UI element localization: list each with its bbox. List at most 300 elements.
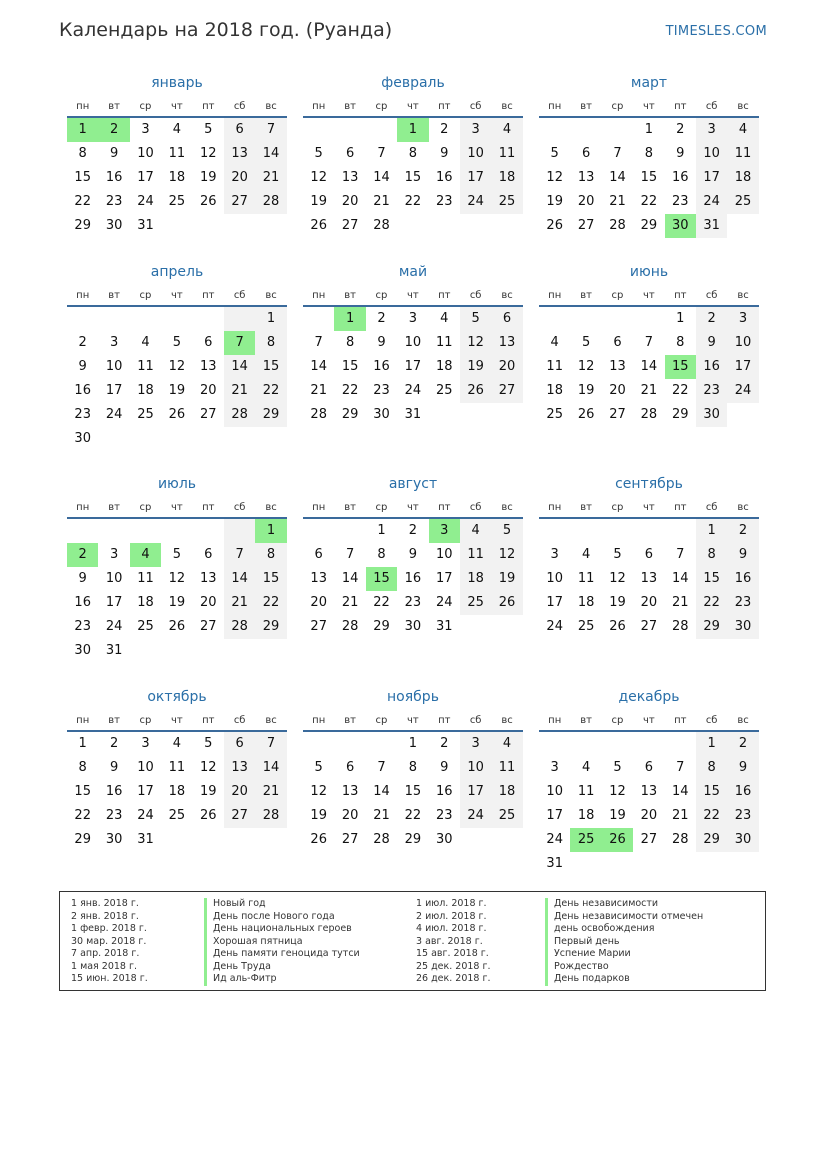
day-cell: 4 xyxy=(550,335,559,350)
weekday-header: вс xyxy=(491,97,522,118)
empty-cell xyxy=(602,852,633,876)
empty-cell xyxy=(633,852,664,876)
weekday-header: ср xyxy=(602,498,633,519)
day-cell: 11 xyxy=(491,142,522,166)
day-cell: 26 xyxy=(609,619,626,634)
empty-cell xyxy=(366,118,397,142)
day-cell: 22 xyxy=(74,194,91,209)
empty-cell xyxy=(130,519,161,543)
day-cell: 8 xyxy=(408,760,417,775)
month-11 xyxy=(303,687,523,852)
month-grid xyxy=(303,707,523,852)
empty-cell xyxy=(539,732,570,756)
day-cell: 26 xyxy=(546,218,563,233)
day-cell: 9 xyxy=(78,571,87,586)
empty-cell xyxy=(602,519,633,543)
holiday-day-cell: 1 xyxy=(255,519,286,543)
day-cell: 26 xyxy=(310,832,327,847)
day-cell: 4 xyxy=(460,519,491,543)
day-cell: 7 xyxy=(377,760,386,775)
day-cell: 5 xyxy=(172,547,181,562)
day-cell: 25 xyxy=(460,591,491,615)
weekday-header: сб xyxy=(224,286,255,307)
day-cell: 29 xyxy=(341,407,359,422)
day-cell: 28 xyxy=(255,804,286,828)
day-cell: 25 xyxy=(137,619,154,634)
empty-cell xyxy=(665,852,696,876)
legend-holiday-name: Первый день xyxy=(545,936,703,949)
day-cell: 6 xyxy=(345,760,355,775)
holiday-day-cell: 26 xyxy=(602,828,633,852)
page-title: Календарь на 2018 год. (Руанда) xyxy=(59,19,393,41)
month-8 xyxy=(303,474,523,639)
day-cell: 13 xyxy=(640,784,658,799)
weekday-header: вс xyxy=(255,711,286,732)
day-cell: 18 xyxy=(460,567,491,591)
day-cell: 18 xyxy=(727,166,758,190)
empty-cell xyxy=(303,307,334,331)
day-cell: 15 xyxy=(74,784,91,799)
empty-cell xyxy=(570,852,601,876)
day-cell: 9 xyxy=(440,146,449,161)
day-cell: 2 xyxy=(440,736,449,751)
day-cell: 2 xyxy=(676,122,685,137)
weekday-header: вс xyxy=(727,97,758,118)
day-cell: 16 xyxy=(435,784,453,799)
day-cell: 12 xyxy=(577,359,595,374)
month-1 xyxy=(67,73,287,238)
weekday-header: чт xyxy=(161,711,192,732)
day-cell: 25 xyxy=(435,383,453,398)
empty-cell xyxy=(665,732,696,756)
day-cell: 22 xyxy=(640,194,658,209)
empty-cell xyxy=(633,519,664,543)
empty-cell xyxy=(539,307,570,331)
day-cell: 26 xyxy=(199,808,217,823)
day-cell: 8 xyxy=(255,543,286,567)
day-cell: 3 xyxy=(550,760,559,775)
weekday-header: пт xyxy=(429,286,460,307)
empty-cell xyxy=(491,615,522,639)
weekday-header: ср xyxy=(602,97,633,118)
day-cell: 31 xyxy=(105,643,123,658)
day-cell: 2 xyxy=(727,519,758,543)
weekday-header: вт xyxy=(98,97,129,118)
day-cell: 21 xyxy=(373,194,390,209)
day-cell: 7 xyxy=(676,760,685,775)
weekday-header: сб xyxy=(696,286,727,307)
day-cell: 1 xyxy=(377,523,386,538)
day-cell: 13 xyxy=(199,359,217,374)
month-grid xyxy=(539,707,759,876)
day-cell: 4 xyxy=(491,732,522,756)
day-cell: 29 xyxy=(640,218,658,233)
day-cell: 16 xyxy=(727,567,758,591)
day-cell: 18 xyxy=(546,383,563,398)
day-cell: 23 xyxy=(696,379,727,403)
day-cell: 30 xyxy=(727,828,758,852)
month-grid xyxy=(67,707,287,852)
day-cell: 26 xyxy=(491,591,522,615)
legend-holiday-name: День независимости отмечен xyxy=(545,911,703,924)
weekday-header: сб xyxy=(224,498,255,519)
day-cell: 3 xyxy=(460,118,491,142)
month-name: июль xyxy=(157,476,197,492)
day-cell: 13 xyxy=(310,571,327,586)
weekday-header: пн xyxy=(539,97,570,118)
day-cell: 15 xyxy=(255,567,286,591)
month-4 xyxy=(67,262,287,451)
holiday-day-cell: 7 xyxy=(224,331,255,355)
day-cell: 26 xyxy=(199,194,217,209)
weekday-header: вт xyxy=(98,498,129,519)
day-cell: 18 xyxy=(491,166,522,190)
holiday-day-cell: 2 xyxy=(67,543,98,567)
weekday-header: пт xyxy=(665,286,696,307)
day-cell: 8 xyxy=(408,146,417,161)
day-cell: 2 xyxy=(377,311,386,326)
month-7 xyxy=(67,474,287,663)
legend-names-right xyxy=(545,898,703,986)
day-cell: 7 xyxy=(676,547,685,562)
day-cell: 20 xyxy=(609,383,626,398)
month-grid xyxy=(539,494,759,639)
day-cell: 27 xyxy=(310,619,327,634)
day-cell: 19 xyxy=(199,784,217,799)
day-cell: 13 xyxy=(640,571,658,586)
empty-cell xyxy=(224,519,255,543)
day-cell: 1 xyxy=(408,736,417,751)
day-cell: 6 xyxy=(224,118,255,142)
weekday-header: чт xyxy=(397,286,428,307)
day-cell: 6 xyxy=(314,547,323,562)
day-cell: 1 xyxy=(255,307,286,331)
empty-cell xyxy=(491,403,522,427)
weekday-header: ср xyxy=(130,286,161,307)
day-cell: 14 xyxy=(640,359,658,374)
weekday-header: пт xyxy=(665,97,696,118)
day-cell: 1 xyxy=(696,519,727,543)
month-12 xyxy=(539,687,759,876)
legend-holiday-name: Рождество xyxy=(545,961,703,974)
day-cell: 1 xyxy=(676,311,685,326)
weekday-header: чт xyxy=(633,286,664,307)
weekday-header: пн xyxy=(303,711,334,732)
day-cell: 25 xyxy=(491,190,522,214)
day-cell: 24 xyxy=(105,407,123,422)
day-cell: 23 xyxy=(404,595,422,610)
weekday-header: пт xyxy=(665,498,696,519)
day-cell: 21 xyxy=(373,808,390,823)
day-cell: 8 xyxy=(696,756,727,780)
empty-cell xyxy=(429,214,460,238)
month-name: апрель xyxy=(150,264,204,280)
day-cell: 23 xyxy=(105,194,123,209)
empty-cell xyxy=(633,732,664,756)
legend-holiday-name: Новый год xyxy=(204,898,360,911)
weekday-header: пт xyxy=(429,711,460,732)
holiday-day-cell: 4 xyxy=(130,543,161,567)
month-grid xyxy=(303,93,523,238)
month-grid xyxy=(539,282,759,427)
day-cell: 24 xyxy=(435,595,453,610)
empty-cell xyxy=(334,519,365,543)
day-cell: 24 xyxy=(460,190,491,214)
month-6 xyxy=(539,262,759,427)
day-cell: 3 xyxy=(109,335,119,350)
day-cell: 16 xyxy=(435,170,453,185)
day-cell: 22 xyxy=(671,383,689,398)
day-cell: 13 xyxy=(577,170,595,185)
day-cell: 27 xyxy=(640,619,658,634)
weekday-header: вс xyxy=(727,498,758,519)
month-grid xyxy=(67,282,287,451)
day-cell: 7 xyxy=(314,335,323,350)
weekday-header: пн xyxy=(67,711,98,732)
day-cell: 2 xyxy=(78,335,87,350)
day-cell: 9 xyxy=(696,331,727,355)
day-cell: 5 xyxy=(491,519,522,543)
day-cell: 16 xyxy=(105,170,123,185)
day-cell: 24 xyxy=(546,619,563,634)
day-cell: 28 xyxy=(255,190,286,214)
empty-cell xyxy=(161,828,192,852)
day-cell: 14 xyxy=(609,170,626,185)
legend-date: 30 мар. 2018 г. xyxy=(71,935,147,947)
holiday-day-cell: 2 xyxy=(98,118,129,142)
day-cell: 5 xyxy=(460,307,491,331)
day-cell: 17 xyxy=(546,808,563,823)
weekday-header: сб xyxy=(224,711,255,732)
legend-holiday-name: День памяти геноцида тутси xyxy=(204,948,360,961)
day-cell: 19 xyxy=(168,595,186,610)
day-cell: 7 xyxy=(255,732,286,756)
day-cell: 27 xyxy=(491,379,522,403)
day-cell: 22 xyxy=(404,808,422,823)
day-cell: 19 xyxy=(199,170,217,185)
empty-cell xyxy=(67,307,98,331)
empty-cell xyxy=(224,639,255,663)
day-cell: 22 xyxy=(373,595,390,610)
day-cell: 21 xyxy=(609,194,626,209)
day-cell: 12 xyxy=(609,571,626,586)
weekday-header: пн xyxy=(303,498,334,519)
day-cell: 24 xyxy=(404,383,422,398)
weekday-header: ср xyxy=(366,498,397,519)
day-cell: 4 xyxy=(491,118,522,142)
day-cell: 24 xyxy=(137,194,154,209)
weekday-header: вс xyxy=(727,711,758,732)
day-cell: 13 xyxy=(224,756,255,780)
day-cell: 3 xyxy=(141,736,150,751)
day-cell: 14 xyxy=(224,567,255,591)
day-cell: 21 xyxy=(671,808,689,823)
day-cell: 16 xyxy=(105,784,123,799)
day-cell: 1 xyxy=(696,732,727,756)
empty-cell xyxy=(193,214,224,238)
day-cell: 6 xyxy=(491,307,522,331)
day-cell: 21 xyxy=(255,166,286,190)
day-cell: 9 xyxy=(408,547,417,562)
weekday-header: пн xyxy=(539,286,570,307)
day-cell: 30 xyxy=(105,832,123,847)
weekday-header: чт xyxy=(633,97,664,118)
month-grid xyxy=(303,282,523,427)
day-cell: 14 xyxy=(341,571,359,586)
legend-date: 3 авг. 2018 г. xyxy=(416,935,483,947)
day-cell: 10 xyxy=(404,335,422,350)
day-cell: 14 xyxy=(373,170,390,185)
day-cell: 6 xyxy=(644,547,653,562)
day-cell: 19 xyxy=(491,567,522,591)
brand-link[interactable]: TIMESLES.COM xyxy=(665,24,767,39)
holiday-day-cell: 15 xyxy=(665,355,696,379)
empty-cell xyxy=(193,828,224,852)
day-cell: 27 xyxy=(199,407,217,422)
day-cell: 24 xyxy=(546,832,563,847)
day-cell: 10 xyxy=(105,359,123,374)
weekday-header: вт xyxy=(334,498,365,519)
day-cell: 23 xyxy=(74,619,91,634)
day-cell: 18 xyxy=(577,595,595,610)
day-cell: 25 xyxy=(168,194,186,209)
day-cell: 29 xyxy=(696,828,727,852)
day-cell: 18 xyxy=(137,383,154,398)
legend-holiday-name: День независимости xyxy=(545,898,703,911)
holiday-day-cell: 3 xyxy=(429,519,460,543)
day-cell: 17 xyxy=(137,784,154,799)
day-cell: 12 xyxy=(168,359,186,374)
weekday-header: вс xyxy=(255,97,286,118)
day-cell: 12 xyxy=(199,146,217,161)
day-cell: 3 xyxy=(460,732,491,756)
day-cell: 16 xyxy=(671,170,689,185)
empty-cell xyxy=(255,828,286,852)
day-cell: 28 xyxy=(609,218,626,233)
day-cell: 9 xyxy=(727,543,758,567)
day-cell: 5 xyxy=(581,335,591,350)
day-cell: 29 xyxy=(255,403,286,427)
weekday-header: пн xyxy=(67,498,98,519)
day-cell: 3 xyxy=(141,122,150,137)
day-cell: 29 xyxy=(671,407,689,422)
legend-date: 2 янв. 2018 г. xyxy=(71,910,139,922)
empty-cell xyxy=(397,214,428,238)
weekday-header: вт xyxy=(334,97,365,118)
day-cell: 22 xyxy=(696,591,727,615)
day-cell: 8 xyxy=(377,547,386,562)
weekday-header: чт xyxy=(161,498,192,519)
weekday-header: чт xyxy=(633,711,664,732)
empty-cell xyxy=(727,214,758,238)
day-cell: 31 xyxy=(435,619,453,634)
weekday-header: пт xyxy=(193,711,224,732)
empty-cell xyxy=(334,732,365,756)
day-cell: 23 xyxy=(727,804,758,828)
day-cell: 14 xyxy=(671,784,689,799)
day-cell: 8 xyxy=(78,146,87,161)
weekday-header: вт xyxy=(334,711,365,732)
day-cell: 31 xyxy=(137,832,154,847)
day-cell: 29 xyxy=(74,218,91,233)
empty-cell xyxy=(224,828,255,852)
weekday-header: чт xyxy=(397,711,428,732)
day-cell: 16 xyxy=(74,595,91,610)
day-cell: 4 xyxy=(172,736,181,751)
day-cell: 14 xyxy=(671,571,689,586)
weekday-header: вт xyxy=(570,711,601,732)
day-cell: 20 xyxy=(199,383,217,398)
weekday-header: вс xyxy=(491,286,522,307)
weekday-header: сб xyxy=(696,711,727,732)
day-cell: 21 xyxy=(640,383,658,398)
empty-cell xyxy=(602,307,633,331)
day-cell: 12 xyxy=(168,571,186,586)
weekday-header: ср xyxy=(130,97,161,118)
day-cell: 17 xyxy=(105,383,123,398)
empty-cell xyxy=(224,307,255,331)
day-cell: 2 xyxy=(109,736,119,751)
empty-cell xyxy=(161,307,192,331)
day-cell: 8 xyxy=(696,543,727,567)
day-cell: 4 xyxy=(581,760,591,775)
day-cell: 3 xyxy=(696,118,727,142)
day-cell: 19 xyxy=(310,808,327,823)
weekday-header: сб xyxy=(460,498,491,519)
day-cell: 28 xyxy=(224,403,255,427)
day-cell: 25 xyxy=(491,804,522,828)
weekday-header: чт xyxy=(161,286,192,307)
empty-cell xyxy=(460,828,491,852)
day-cell: 19 xyxy=(310,194,327,209)
empty-cell xyxy=(255,214,286,238)
day-cell: 5 xyxy=(314,760,323,775)
weekday-header: ср xyxy=(602,711,633,732)
day-cell: 20 xyxy=(341,194,359,209)
day-cell: 18 xyxy=(491,780,522,804)
empty-cell xyxy=(460,403,491,427)
day-cell: 14 xyxy=(224,355,255,379)
holiday-day-cell: 15 xyxy=(366,567,397,591)
day-cell: 22 xyxy=(404,194,422,209)
day-cell: 5 xyxy=(613,760,622,775)
day-cell: 17 xyxy=(460,780,491,804)
day-cell: 30 xyxy=(74,431,91,446)
legend-holiday-name: Ид аль-Фитр xyxy=(204,973,360,986)
day-cell: 24 xyxy=(696,190,727,214)
day-cell: 25 xyxy=(546,407,563,422)
day-cell: 27 xyxy=(224,190,255,214)
day-cell: 21 xyxy=(224,591,255,615)
legend-holiday-name: День подарков xyxy=(545,973,703,986)
day-cell: 3 xyxy=(550,547,559,562)
day-cell: 15 xyxy=(255,355,286,379)
empty-cell xyxy=(161,214,192,238)
day-cell: 8 xyxy=(644,146,653,161)
day-cell: 11 xyxy=(546,359,563,374)
day-cell: 4 xyxy=(172,122,181,137)
day-cell: 27 xyxy=(199,619,217,634)
day-cell: 21 xyxy=(224,379,255,403)
month-grid xyxy=(539,93,759,238)
day-cell: 22 xyxy=(74,808,91,823)
weekday-header: вс xyxy=(491,498,522,519)
holiday-legend xyxy=(59,891,766,991)
day-cell: 28 xyxy=(310,407,327,422)
day-cell: 24 xyxy=(105,619,123,634)
day-cell: 22 xyxy=(255,379,286,403)
day-cell: 10 xyxy=(460,142,491,166)
